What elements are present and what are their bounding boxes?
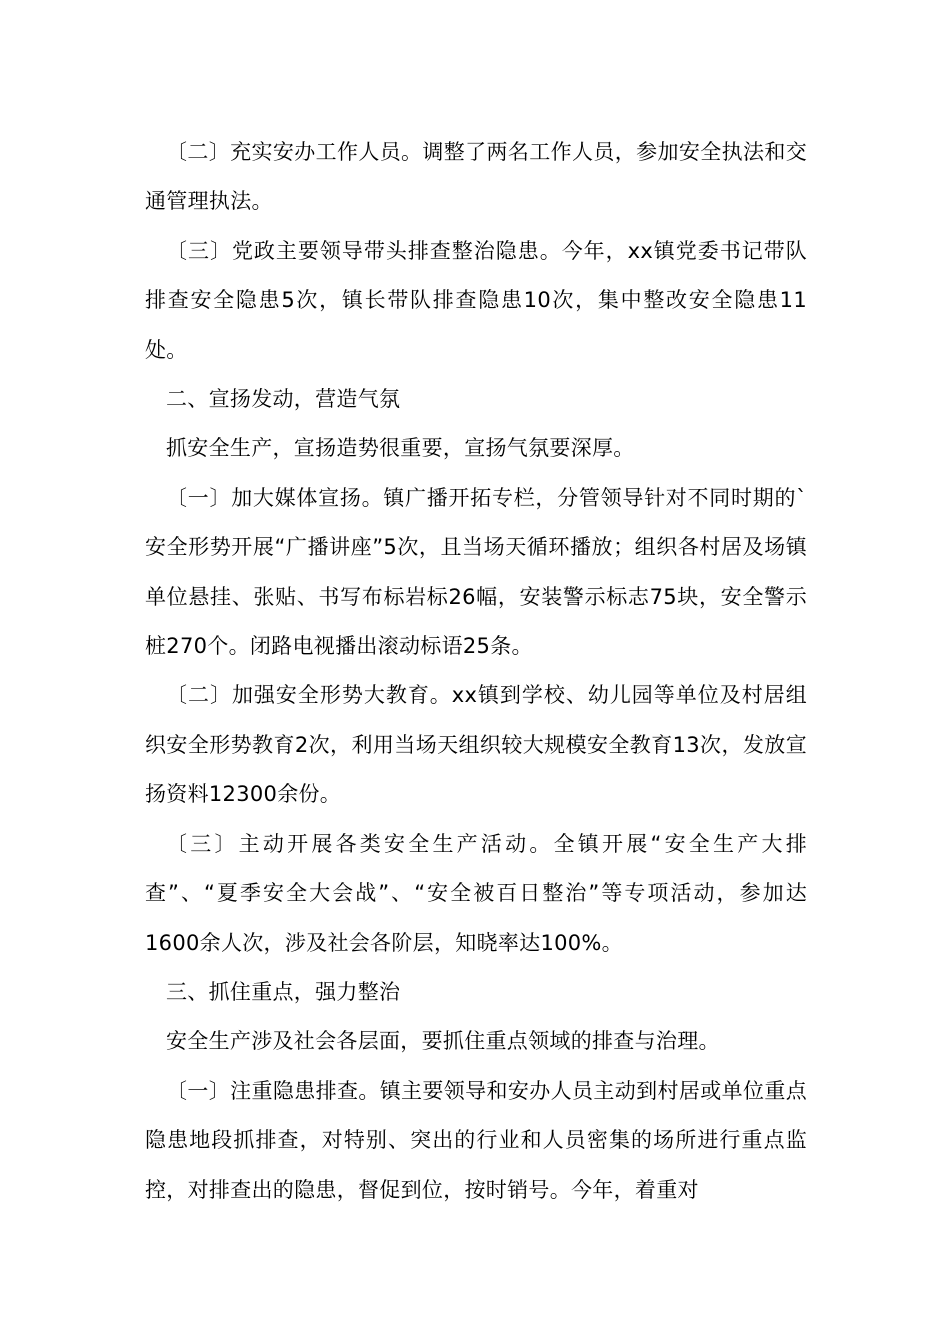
paragraph-leadership-inspection: 〔三〕党政主要领导带头排查整治隐患。今年，xx镇党委书记带队排查安全隐患5次，镇长带队排查隐患10次，集中整改安全隐患11处。 <box>145 238 807 362</box>
paragraph-safety-activities: 〔三〕主动开展各类安全生产活动。全镇开展“安全生产大排查”、“夏季安全大会战”、“安全被百日整治”等专项活动，参加达1600余人次，涉及社会各阶层，知晓率达100%。 <box>145 831 807 955</box>
document-body <box>145 128 807 1215</box>
paragraph-publicity-intro: 抓安全生产，宣扬造势很重要，宣扬气氛要深厚。 <box>166 436 635 461</box>
paragraph-key-areas-intro: 安全生产涉及社会各层面，要抓住重点领域的排查与治理。 <box>166 1029 720 1054</box>
paragraph-staffing: 〔二〕充实安办工作人员。调整了两名工作人员，参加安全执法和交通管理执法。 <box>145 140 807 214</box>
paragraph-safety-education: 〔二〕加强安全形势大教育。xx镇到学校、幼儿园等单位及村居组织安全形势教育2次，利用当场天组织较大规模安全教育13次，发放宣扬资料12300余份。 <box>145 683 807 807</box>
section-heading-publicity: 二、宣扬发动，营造气氛 <box>166 387 401 412</box>
paragraph-hazard-inspection: 〔一〕注重隐患排查。镇主要领导和安办人员主动到村居或单位重点隐患地段抓排查，对特别、突出的行业和人员密集的场所进行重点监控，对排查出的隐患，督促到位，按时销号。今年，着重对 <box>145 1078 807 1202</box>
paragraph-media-publicity: 〔一〕加大媒体宣扬。镇广播开拓专栏，分管领导针对不同时期的`安全形势开展“广播讲座”5次，且当场天循环播放；组织各村居及场镇单位悬挂、张贴、书写布标岩标26幅，安装警示标志75块，安全警示桩270个。闭路电视播出滚动标语25条。 <box>145 485 807 659</box>
section-heading-key-rectification: 三、抓住重点，强力整治 <box>166 979 401 1004</box>
